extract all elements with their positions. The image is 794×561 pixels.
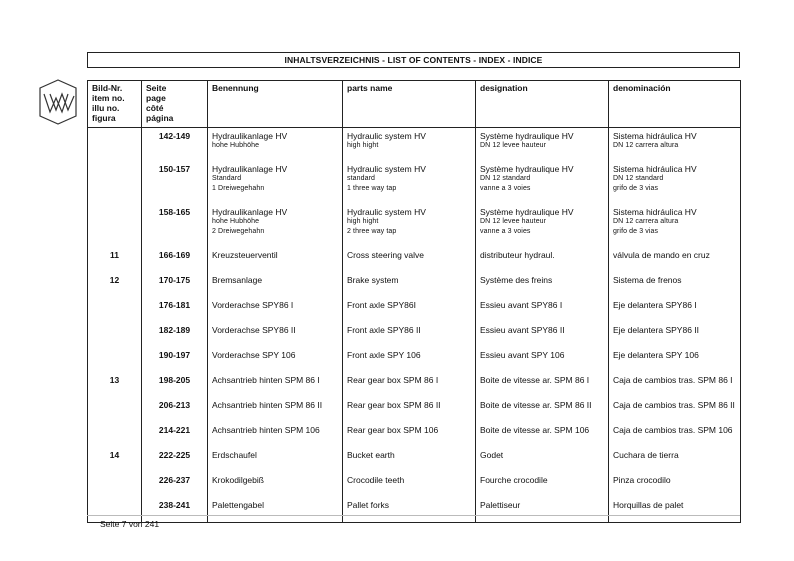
page-footer: Seite 7 von 241 bbox=[100, 519, 160, 529]
name-line: Boite de vitesse ar. SPM 86 II bbox=[480, 400, 592, 410]
name-de bbox=[208, 128, 343, 162]
name-line: Kreuzsteuerventil bbox=[212, 250, 278, 260]
name-fr bbox=[476, 161, 609, 204]
name-line: Hydraulikanlage HV bbox=[212, 164, 288, 174]
name-es bbox=[609, 247, 741, 272]
name-fr bbox=[476, 272, 609, 297]
table-row bbox=[88, 247, 741, 272]
name-line: Vorderachse SPY86 II bbox=[212, 325, 296, 335]
name-es bbox=[609, 128, 741, 162]
header-designation: designation bbox=[476, 81, 609, 128]
name-es bbox=[609, 397, 741, 422]
name-line: Achsantrieb hinten SPM 106 bbox=[212, 425, 320, 435]
name-de bbox=[208, 347, 343, 372]
name-line: Sistema de frenos bbox=[613, 275, 682, 285]
name-line: Boite de vitesse ar. SPM 106 bbox=[480, 425, 590, 435]
name-line: DN 12 carrera altura bbox=[613, 142, 679, 149]
name-line: Horquillas de palet bbox=[613, 500, 684, 510]
name-line: Brake system bbox=[347, 275, 399, 285]
name-es bbox=[609, 297, 741, 322]
name-en bbox=[343, 347, 476, 372]
table-row bbox=[88, 272, 741, 297]
page-range: 150-157 bbox=[142, 161, 208, 204]
contents-table bbox=[87, 80, 741, 523]
name-line: vanne a 3 voies bbox=[480, 228, 531, 235]
name-en bbox=[343, 497, 476, 523]
name-line: DN 12 carrera altura bbox=[613, 218, 679, 225]
name-line: Krokodilgebiß bbox=[212, 475, 264, 485]
name-en bbox=[343, 297, 476, 322]
name-line: Sistema hidráulica HV bbox=[613, 207, 697, 217]
name-en bbox=[343, 272, 476, 297]
name-line: Front axle SPY86I bbox=[347, 300, 416, 310]
name-es bbox=[609, 472, 741, 497]
name-es bbox=[609, 204, 741, 247]
name-line: Vorderachse SPY 106 bbox=[212, 350, 296, 360]
name-fr bbox=[476, 247, 609, 272]
name-de bbox=[208, 472, 343, 497]
figure-number bbox=[88, 297, 142, 322]
name-line: grifo de 3 vias bbox=[613, 185, 659, 192]
name-fr bbox=[476, 472, 609, 497]
name-line: high hight bbox=[347, 142, 379, 149]
name-en bbox=[343, 161, 476, 204]
name-line: Fourche crocodile bbox=[480, 475, 548, 485]
name-line: Rear gear box SPM 86 II bbox=[347, 400, 441, 410]
name-line: Front axle SPY86 II bbox=[347, 325, 421, 335]
name-fr bbox=[476, 497, 609, 523]
name-line: Caja de cambios tras. SPM 86 II bbox=[613, 400, 735, 410]
name-line: Pinza crocodilo bbox=[613, 475, 671, 485]
name-es bbox=[609, 322, 741, 347]
table-row bbox=[88, 447, 741, 472]
name-line: Essieu avant SPY86 I bbox=[480, 300, 563, 310]
table-row bbox=[88, 297, 741, 322]
table-row bbox=[88, 422, 741, 447]
header-page: Seite page côté página bbox=[142, 81, 208, 128]
name-fr bbox=[476, 347, 609, 372]
name-line: Rear gear box SPM 106 bbox=[347, 425, 439, 435]
name-en bbox=[343, 372, 476, 397]
name-line: Sistema hidráulica HV bbox=[613, 131, 697, 141]
name-line: standard bbox=[347, 175, 376, 182]
figure-number: 11 bbox=[88, 247, 142, 272]
table-row bbox=[88, 161, 741, 204]
name-es bbox=[609, 422, 741, 447]
name-line: hohe Hubhöhe bbox=[212, 142, 260, 149]
table-row bbox=[88, 128, 741, 162]
figure-number: 13 bbox=[88, 372, 142, 397]
name-fr bbox=[476, 422, 609, 447]
name-line: Hydraulikanlage HV bbox=[212, 131, 288, 141]
name-line: high hight bbox=[347, 218, 379, 225]
name-fr bbox=[476, 297, 609, 322]
name-es bbox=[609, 272, 741, 297]
name-es bbox=[609, 447, 741, 472]
page-range: 198-205 bbox=[142, 372, 208, 397]
name-line: Essieu avant SPY86 II bbox=[480, 325, 565, 335]
name-line: Palettiseur bbox=[480, 500, 521, 510]
name-line: Rear gear box SPM 86 I bbox=[347, 375, 439, 385]
name-line: Sistema hidráulica HV bbox=[613, 164, 697, 174]
name-line: vanne a 3 voies bbox=[480, 185, 531, 192]
name-line: grifo de 3 vias bbox=[613, 228, 659, 235]
name-line: DN 12 levee hauteur bbox=[480, 142, 547, 149]
name-line: 2 three way tap bbox=[347, 228, 397, 235]
figure-number bbox=[88, 422, 142, 447]
name-de bbox=[208, 422, 343, 447]
name-fr bbox=[476, 204, 609, 247]
page-range: 214-221 bbox=[142, 422, 208, 447]
name-line: Standard bbox=[212, 175, 242, 182]
name-de bbox=[208, 204, 343, 247]
name-es bbox=[609, 347, 741, 372]
name-de bbox=[208, 161, 343, 204]
name-en bbox=[343, 128, 476, 162]
page-range: 170-175 bbox=[142, 272, 208, 297]
name-de bbox=[208, 297, 343, 322]
name-line: Système hydraulique HV bbox=[480, 207, 574, 217]
name-fr bbox=[476, 397, 609, 422]
name-line: Vorderachse SPY86 I bbox=[212, 300, 294, 310]
name-line: Crocodile teeth bbox=[347, 475, 405, 485]
table-row bbox=[88, 397, 741, 422]
name-de bbox=[208, 397, 343, 422]
name-line: Eje delantera SPY 106 bbox=[613, 350, 699, 360]
page-range: 166-169 bbox=[142, 247, 208, 272]
document-title: INHALTSVERZEICHNIS - LIST OF CONTENTS - INDEX - INDICE bbox=[87, 52, 740, 68]
table-row bbox=[88, 472, 741, 497]
name-line: Front axle SPY 106 bbox=[347, 350, 421, 360]
table-header-row bbox=[88, 81, 741, 128]
page-range: 222-225 bbox=[142, 447, 208, 472]
name-line: Hydraulic system HV bbox=[347, 131, 426, 141]
name-de bbox=[208, 247, 343, 272]
header-figure: Bild-Nr. item no. illu no. figura bbox=[88, 81, 142, 128]
name-de bbox=[208, 372, 343, 397]
header-denominacion: denominación bbox=[609, 81, 741, 128]
name-line: Eje delantera SPY86 I bbox=[613, 300, 697, 310]
name-line: Système des freins bbox=[480, 275, 553, 285]
name-line: Palettengabel bbox=[212, 500, 264, 510]
page-range: 206-213 bbox=[142, 397, 208, 422]
page-range: 176-181 bbox=[142, 297, 208, 322]
name-line: Godet bbox=[480, 450, 504, 460]
name-de bbox=[208, 447, 343, 472]
page-range: 238-241 bbox=[142, 497, 208, 523]
name-line: Achsantrieb hinten SPM 86 I bbox=[212, 375, 320, 385]
company-logo-icon bbox=[36, 78, 80, 126]
name-line: Erdschaufel bbox=[212, 450, 257, 460]
name-line: 2 Dreiwegehahn bbox=[212, 228, 265, 235]
table-row bbox=[88, 497, 741, 523]
figure-number bbox=[88, 397, 142, 422]
name-line: Bremsanlage bbox=[212, 275, 263, 285]
table-row bbox=[88, 347, 741, 372]
table-row bbox=[88, 204, 741, 247]
figure-number bbox=[88, 161, 142, 204]
name-line: Système hydraulique HV bbox=[480, 164, 574, 174]
name-es bbox=[609, 372, 741, 397]
figure-number bbox=[88, 347, 142, 372]
name-en bbox=[343, 422, 476, 447]
table-row bbox=[88, 322, 741, 347]
name-fr bbox=[476, 447, 609, 472]
name-line: DN 12 levee hauteur bbox=[480, 218, 547, 225]
name-en bbox=[343, 447, 476, 472]
name-line: DN 12 standard bbox=[613, 175, 664, 182]
name-fr bbox=[476, 322, 609, 347]
page-range: 158-165 bbox=[142, 204, 208, 247]
page-range: 142-149 bbox=[142, 128, 208, 162]
figure-number bbox=[88, 204, 142, 247]
name-line: válvula de mando en cruz bbox=[613, 250, 710, 260]
name-line: DN 12 standard bbox=[480, 175, 531, 182]
name-line: hohe Hubhöhe bbox=[212, 218, 260, 225]
name-en bbox=[343, 472, 476, 497]
name-line: Caja de cambios tras. SPM 86 I bbox=[613, 375, 733, 385]
name-es bbox=[609, 161, 741, 204]
name-fr bbox=[476, 372, 609, 397]
name-line: distributeur hydraul. bbox=[480, 250, 555, 260]
name-line: Cross steering valve bbox=[347, 250, 425, 260]
name-line: Bucket earth bbox=[347, 450, 395, 460]
figure-number: 14 bbox=[88, 447, 142, 472]
page-range: 226-237 bbox=[142, 472, 208, 497]
footer-divider bbox=[87, 515, 740, 516]
figure-number bbox=[88, 128, 142, 162]
name-de bbox=[208, 497, 343, 523]
name-en bbox=[343, 397, 476, 422]
figure-number bbox=[88, 472, 142, 497]
name-en bbox=[343, 247, 476, 272]
name-line: Achsantrieb hinten SPM 86 II bbox=[212, 400, 323, 410]
table-row bbox=[88, 372, 741, 397]
name-en bbox=[343, 204, 476, 247]
name-line: Caja de cambios tras. SPM 106 bbox=[613, 425, 733, 435]
name-line: Hydraulic system HV bbox=[347, 164, 426, 174]
name-line: Cuchara de tierra bbox=[613, 450, 679, 460]
name-line: Hydraulic system HV bbox=[347, 207, 426, 217]
name-line: Eje delantera SPY86 II bbox=[613, 325, 700, 335]
figure-number: 12 bbox=[88, 272, 142, 297]
name-line: 1 Dreiwegehahn bbox=[212, 185, 265, 192]
page-range: 190-197 bbox=[142, 347, 208, 372]
header-parts-name: parts name bbox=[343, 81, 476, 128]
name-line: Système hydraulique HV bbox=[480, 131, 574, 141]
figure-number bbox=[88, 322, 142, 347]
page-range: 182-189 bbox=[142, 322, 208, 347]
header-benennung: Benennung bbox=[208, 81, 343, 128]
name-de bbox=[208, 322, 343, 347]
name-line: Boite de vitesse ar. SPM 86 I bbox=[480, 375, 590, 385]
name-line: Hydraulikanlage HV bbox=[212, 207, 288, 217]
name-de bbox=[208, 272, 343, 297]
name-line: Essieu avant SPY 106 bbox=[480, 350, 565, 360]
name-fr bbox=[476, 128, 609, 162]
name-line: 1 three way tap bbox=[347, 185, 397, 192]
name-es bbox=[609, 497, 741, 523]
name-line: Pallet forks bbox=[347, 500, 390, 510]
name-en bbox=[343, 322, 476, 347]
